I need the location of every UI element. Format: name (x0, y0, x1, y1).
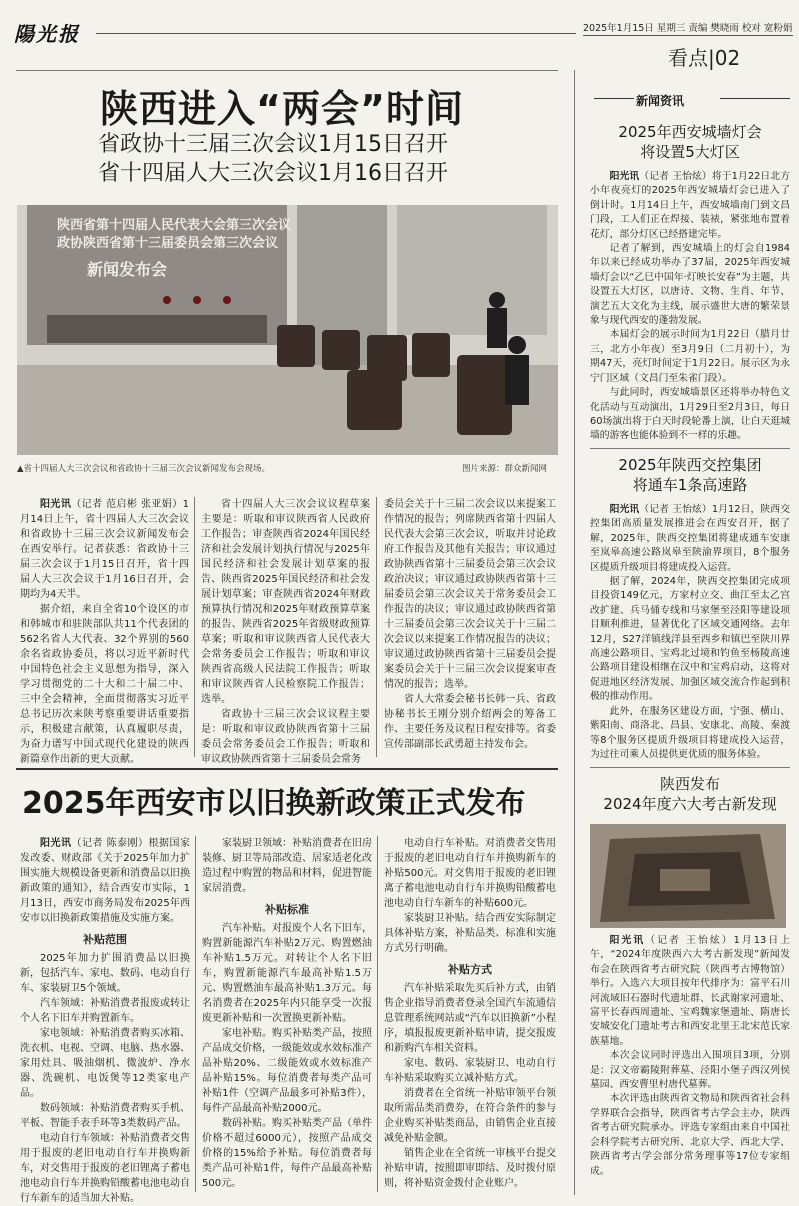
second-paragraph: 销售企业在全省统一审核平台提交补贴申请，按照即审即结、及时拨付原则，将补贴资金拨付企业账户。 (384, 1148, 556, 1189)
second-paragraph: 消费者在全省统一补贴审领平台领取所需品类消费券，在符合条件的参与企业购买补贴类商品，由销售企业直接减免补贴金额。 (384, 1088, 556, 1144)
reporter: （记者 王怡炫） (645, 935, 734, 946)
sidebar-tag: 新闻资讯 (636, 94, 685, 108)
byline: 阳光讯 (609, 935, 646, 946)
lead-paragraph: 委员会关于十三届二次会议以来提案工作情况的报告；列席陕西省第十四届人民代表大会第三次会议，听取并讨论政府工作报告及其他有关报告；审议通过政协陕西省第十三届委员会第三次会议政治决议；审议通过政协陕西省第十三届委员会第三次会议关于常务委员会工作报告的决议；审议通过政协陕西省第十三届委员会第三次会议关于十三届二次会议以来提案工作情况报告的决议；审议通过政协陕西省第十三届委员会提案委员会关于十三届三次会议提案审查情况的报告；选举。 (384, 499, 556, 690)
second-column-3 (384, 836, 556, 1191)
second-paragraph: 电动自行车领域：补贴消费者交售用于报废的老旧电动自行车并换购新车，对交售用于报废的老旧锂离子蓄电池电动自行车并换购铅酸蓄电池电动自行车新车的适当加大补贴。 (20, 1133, 190, 1204)
second-paragraph: 汽车补贴采取先买后补方式，由销售企业指导消费者登录全国汽车流通信息管理系统网站或“汽车以旧换新”小程序，填报报废更新补贴申请，提交报废和新购汽车相关资料。 (384, 983, 556, 1054)
masthead-rule (96, 33, 576, 34)
story-paragraph (590, 934, 790, 1049)
story-paragraph: 本次会议同时评选出入围项目3项，分别是：汉文帝霸陵附葬墓、泾阳小堡子西汉列侯墓园、西安曹里村唐代墓葬。 (590, 1050, 790, 1091)
column-divider (377, 836, 378, 1192)
section-divider (16, 768, 558, 770)
second-paragraph: 汽车领域：补贴消费者报废或转让个人名下旧车并购置新车。 (20, 998, 190, 1024)
story-title-line-2: 2024年度六大考古新发现 (603, 795, 777, 813)
story-paragraph: 此外，在服务区建设方面，宁强、横山、紫阳南、商洛北、昌县、安康北、高陵、秦渡等8个服务区提质升级项目将建成投入运营，为过往司乘人员提供更优质的服务体验。 (590, 705, 790, 760)
story-title-line-1: 2025年西安城墙灯会 (618, 123, 762, 141)
second-column-1 (20, 836, 190, 1206)
reporter: （记者 王怡炫） (639, 504, 712, 515)
subhead-standard: 补贴标准 (265, 903, 309, 916)
backdrop-line-1: 陕西省第十四届人民代表大会第三次会议 (57, 218, 292, 233)
story-paragraph (590, 170, 790, 242)
story-paragraph: 与此同时，西安城墙景区还将举办特色文化活动与互动演出，1月29日至2月3日，每日60场演出将于白天时段轮番上演，让白天逛城墙的游客也能体验到不一样的乐趣。 (590, 387, 790, 442)
lead-headline: 陕西进入“两会”时间 (100, 87, 464, 131)
lead-paragraph (20, 497, 189, 602)
lead-column-3 (384, 497, 556, 752)
press-conference-illustration (17, 205, 558, 455)
byline: 阳光讯 (40, 499, 72, 510)
tag-rule-left (594, 98, 634, 99)
dateline: 2025年1月15日 星期三 责编 樊晓雨 校对 宽粉娟 (583, 23, 793, 34)
excavation-photo (590, 824, 786, 928)
photo-credit: 图片来源：群众新闻网 (462, 464, 548, 474)
second-paragraph (20, 836, 190, 926)
reporter: （记者 陈泰刚） (71, 838, 149, 849)
story-paragraph: 本次评选由陕西省文物局和陕西省社会科学界联合会指导，陕西省考古学会主办，陕西省考古研究院承办。评选专家组由来自中国社会科学院考古研究所、北京大学、西北大学、陕西省考古学会部分常务理事等17位专家组成。 (590, 1093, 790, 1177)
story-body (590, 503, 790, 762)
story-body (590, 934, 790, 1179)
second-paragraph: 汽车补贴。对报废个人名下旧车，购置新能源汽车补贴2万元、购置燃油车补贴1.5万元。对转让个人名下旧车，购置新能源汽车最高补贴1.5万元、购置燃油车最高补贴1.3万元。每名消费者在2025年内只能享受一次报废更新补贴和一次置换更新补贴。 (202, 923, 372, 1024)
paragraph-text: 1月13日上午，“2024年度陕西六大考古新发现”新闻发布会在陕西省考古研究院（陕西考古博物馆）举行。入选六大项目按年代排序为：富平石川河流域旧石器时代遗址群、长武谢家河遗址、富平长春西周遗址、宝鸡魏家堡遗址、隋唐长安城安化门遗址考古和西安北里王北宋范氏家族墓地。 (590, 935, 790, 1047)
story-title-line-1: 2025年陕西交控集团 (618, 456, 762, 474)
press-conference-photo (17, 205, 558, 455)
second-paragraph: 家电领域：补贴消费者购买冰箱、洗衣机、电视、空调、电脑、热水器、家用灶具、吸油烟机、微波炉、净水器、洗碗机、电饭煲等12类家电产品。 (20, 1028, 190, 1099)
subhead-method: 补贴方式 (448, 963, 492, 976)
sidebar-story-2 (590, 455, 790, 762)
lead-column-2 (201, 497, 370, 767)
sidebar-rule (590, 767, 790, 768)
second-paragraph: 数码补贴。购买补贴类产品（单件价格不超过6000元），按照产品成交价格的15%给予补贴。每位消费者每类产品可补贴1件，每件产品最高补贴500元。 (202, 1118, 372, 1189)
backdrop-line-3: 新闻发布会 (87, 260, 168, 279)
lead-subhead-2: 省十四届人大三次会议1月16日召开 (98, 161, 448, 186)
sidebar-story-1 (590, 122, 790, 444)
story-title-line-2: 将设置5大灯区 (640, 143, 740, 161)
lead-column-1 (20, 497, 189, 767)
story-paragraph (590, 503, 790, 575)
newspaper-logo: 陽光报 (14, 22, 80, 46)
sidebar-divider (574, 70, 575, 1195)
masthead-divider (16, 70, 558, 71)
story-paragraph: 本届灯会的展示时间为1月22日（腊月廿三，北方小年夜）至3月9日（二月初十），为期47天，亮灯时间定于1月22日。展示区为永宁门区域（文昌门至朱雀门段）。 (590, 329, 790, 384)
lead-paragraph: 据介绍，来自全省10个设区的市和韩城市和驻陕部队共11个代表团的562名省人大代表、32个界别的560余名省政协委员，将以习近平新时代中国特色社会主义思想为指导，深入学习贯彻党的二十大和二十届二中、三中全会精神，全面贯彻落实习近平总书记历次来陕考察重要讲话重要指示，积极建言献策，认真履职尽责，为奋力谱写中国式现代化建设的陕西新篇章作出新的更大贡献。 (20, 604, 189, 765)
paragraph-text: 根据国家发改委、财政部《关于2025年加力扩围实施大规模设备更新和消费品以旧换新政策的通知》，结合西安市实际，1月13日，西安市商务局发布2025年西安市以旧换新政策措施及实施方案。 (20, 838, 191, 924)
second-paragraph: 家装厨卫领域：补贴消费者在旧房装修、厨卫等局部改造、居家适老化改造过程中购置的物品和材料，促进智能家居消费。 (202, 838, 372, 894)
photo-caption: ▲省十四届人大三次会议和省政协十三届三次会议新闻发布会现场。 (17, 464, 271, 474)
excavation-illustration (590, 824, 786, 928)
second-column-2 (202, 836, 372, 1191)
second-headline: 2025年西安市以旧换新政策正式发布 (22, 786, 526, 821)
paragraph-text: 1月14日上午，省十四届人大三次会议和省政协十三届三次会议新闻发布会在西安举行。记者获悉：省政协十三届三次会议于1月15日召开，省十四届人大三次会议于1月16日召开，会期均为4天半。 (20, 499, 190, 600)
second-paragraph: 数码领域：补贴消费者购买手机、平板、智能手表手环等3类数码产品。 (20, 1103, 190, 1129)
sidebar-rule (590, 448, 790, 449)
lead-paragraph: 省人大常委会秘书长韩一兵、省政协秘书长王刚分别介绍两会的筹备工作、主要任务及议程日程安排等。省委宣传部副部长武勇超主持发布会。 (384, 694, 556, 750)
section-label: 看点|02 (668, 46, 741, 70)
second-paragraph: 2025年加力扩围消费品以旧换新，包括汽车、家电、数码、电动自行车、家装厨卫5个领域。 (20, 953, 190, 994)
story-title-line-2: 将通车1条高速路 (632, 476, 748, 494)
story-paragraph: 据了解，2024年，陕西交控集团完成项目投资149亿元，方家村立交、曲江至太乙宫改扩建、兵马俑专线和马家堡至泾阳等建设项目顺利推进，显著优化了区域交通网络。去年12月，S27洋镇线洋县至西乡和镇巴至陕川界高速公路项目、宝鸡北过境和钓鱼至杨陵高速公路项目建设相继在汉中和宝鸡启动，这将对促进地区经济发展、加强区域交流合作起到积极的推动作用。 (590, 576, 790, 703)
paragraph-text: 1月12日，陕西交控集团高质量发展推进会在西安召开，据了解，2025年，陕西交控集团将建成通车安康至岚皋高速公路岚皋至陕渝界项目，8个服务区提质升级项目将建成投入运营。 (590, 504, 791, 573)
tag-rule-right (720, 98, 790, 99)
lead-paragraph: 省政协十三届三次会议议程主要是：听取和审议政协陕西省第十三届委员会常务委员会工作报告；听取和审议政协陕西省第十三届委员会常务 (201, 709, 370, 765)
story-paragraph: 记者了解到，西安城墙上的灯会自1984年以来已经成功举办了37届，2025年西安城墙灯会以“乙巳中国年·灯映长安春”为主题，共设置五大灯区，以唐诗、文物、生肖、年节、演艺五大文化为主线，展示盛世大唐的繁荣景象与现代西安的蓬勃发展。 (590, 243, 790, 327)
column-divider (194, 497, 195, 757)
second-paragraph: 家装厨卫补贴。结合西安实际制定具体补贴方案，补贴品类、标准和实施方式另行明确。 (384, 913, 556, 954)
byline: 阳光讯 (609, 504, 640, 515)
reporter: （记者 范启彬 张亚娟） (71, 499, 183, 510)
second-paragraph: 电动自行车补贴。对消费者交售用于报废的老旧电动自行车并换购新车的补贴500元。对交售用于报废的老旧锂离子蓄电池电动自行车并换购铅酸蓄电池电动自行车新车的补贴600元。 (384, 838, 556, 909)
column-divider (376, 497, 377, 757)
lead-paragraph: 省十四届人大三次会议议程草案主要是：听取和审议陕西省人民政府工作报告；审查陕西省2024年国民经济和社会发展计划执行情况与2025年国民经济和社会发展计划草案的报告、陕西省2025年国民经济和社会发展计划草案；审查陕西省2024年财政预算执行情况和2025年财政预算草案的报告、陕西省2025年省级财政预算草案；听取和审议陕西省人民代表大会常务委员会工作报告；听取和审议陕西省高级人民法院工作报告；听取和审议陕西省人民检察院工作报告；选举。 (201, 499, 370, 705)
byline: 阳光讯 (40, 838, 72, 849)
backdrop-line-2: 政协陕西省第十三届委员会第三次会议 (57, 236, 279, 251)
lead-subhead-1: 省政协十三届三次会议1月15日召开 (98, 132, 448, 157)
story-body (590, 170, 790, 444)
sidebar-story-3 (590, 774, 790, 1179)
subhead-scope: 补贴范围 (83, 933, 127, 946)
dateline-rule (583, 35, 793, 36)
reporter: （记者 王怡炫） (639, 171, 712, 182)
second-paragraph: 家电、数码、家装厨卫、电动自行车补贴采取购买立减补贴方式。 (384, 1058, 556, 1084)
column-divider (195, 836, 196, 1192)
second-paragraph: 家电补贴。购买补贴类产品，按照产品成交价格，一级能效或水效标准产品补贴20%、二级能效或水效标准产品补贴15%。每位消费者每类产品可补贴1件（空调产品最多可补贴3件），每件产品最高补贴2000元。 (202, 1028, 372, 1114)
paragraph-text: 将于1月22日北方小年夜亮灯的2025年西安城墙灯会已进入了倒计时。1月14日上午，西安城墙南门到文昌门段，工人们正在焊接、装裱，紧张地布置着花灯，部分灯区已经搭建完毕。 (590, 171, 791, 240)
story-title-line-1: 陕西发布 (659, 775, 720, 793)
byline: 阳光讯 (609, 171, 640, 182)
